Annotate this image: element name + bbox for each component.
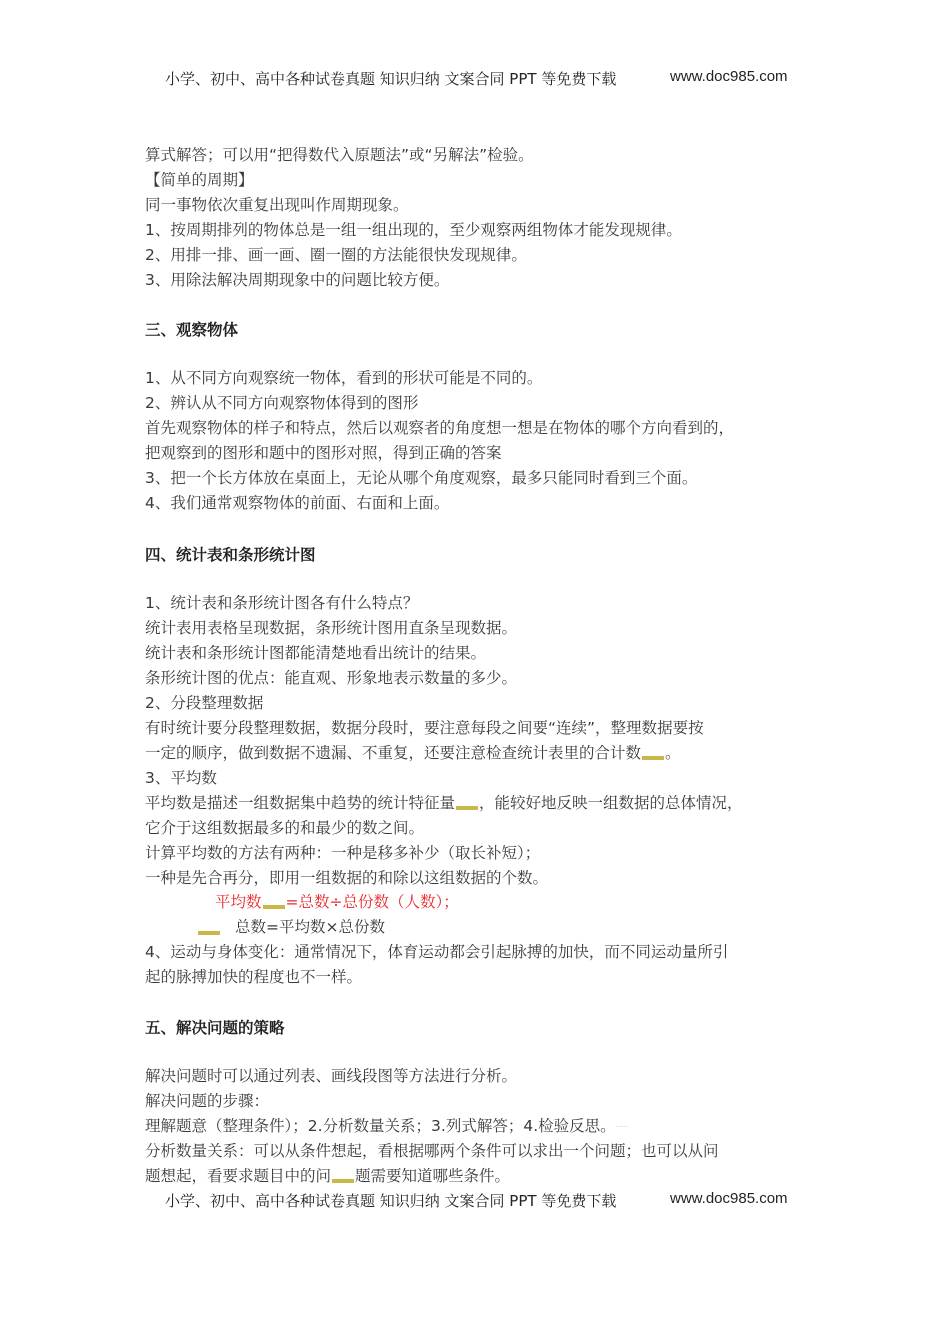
header-url: www.doc985.com <box>670 68 788 85</box>
text-segment: 五、解决问题的策略 <box>145 1019 285 1037</box>
footer-url: www.doc985.com <box>670 1190 788 1207</box>
text-segment: 它介于这组数据最多的和最少的数之间。 <box>145 819 425 837</box>
text-segment: 3、平均数 <box>145 769 217 787</box>
text-segment: 理解题意（整理条件）；2.分析数量关系；3.列式解答；4.检验反思。 <box>145 1117 608 1135</box>
text-line <box>145 443 502 463</box>
section-heading <box>145 545 316 565</box>
text-line <box>145 468 697 488</box>
text-segment: 首先观察物体的样子和特点，然后以观察者的角度想一想是在物体的哪个方向看到的， <box>145 419 735 437</box>
text-line <box>145 868 548 888</box>
text-segment: 四、统计表和条形统计图 <box>145 546 316 564</box>
text-segment: 条形统计图的优点：能直观、形象地表示数量的多少。 <box>145 669 518 687</box>
text-line <box>145 843 540 863</box>
text-line <box>145 145 534 165</box>
text-segment: 3、把一个长方体放在桌面上，无论从哪个角度观察，最多只能同时看到三个面。 <box>145 469 698 487</box>
text-segment: 一种是先合再分，即用一组数据的和除以这组数据的个数。 <box>145 869 549 887</box>
text-segment: 分析数量关系：可以从条件想起，看根据哪两个条件可以求出一个问题；也可以从问 <box>145 1142 719 1160</box>
text-segment: 2、分段整理数据 <box>145 694 264 712</box>
text-segment: 一定的顺序，做到数据不遗漏、不重复，还要注意检查统计表里的合计数 <box>145 744 642 762</box>
text-line <box>145 743 681 763</box>
tiny-annotation: ·········· <box>615 1123 629 1129</box>
text-line <box>145 718 704 738</box>
text-segment: 4、运动与身体变化：通常情况下，体育运动都会引起脉搏的加快，而不同运动量所引 <box>145 943 729 961</box>
text-line <box>145 1141 719 1161</box>
text-segment: 【简单的周期】 <box>145 171 254 189</box>
text-segment: 平均数是描述一组数据集中趋势的统计特征量 <box>145 794 456 812</box>
text-segment: 三、观察物体 <box>145 321 239 339</box>
text-line <box>145 593 418 613</box>
text-segment: 题需要知道哪些条件。 <box>355 1167 511 1185</box>
text-line <box>145 418 734 438</box>
highlight-mark <box>332 1179 354 1183</box>
text-segment: 1、按周期排列的物体总是一组一组出现的，至少观察两组物体才能发现规律。 <box>145 221 682 239</box>
text-segment: 计算平均数的方法有两种：一种是移多补少（取长补短）； <box>145 844 541 862</box>
text-line <box>145 942 728 962</box>
text-segment: ，能较好地反映一组数据的总体情况， <box>479 794 743 812</box>
text-line <box>145 368 542 388</box>
text-line <box>145 693 263 713</box>
text-line <box>145 1166 510 1186</box>
highlight-mark <box>263 905 285 909</box>
text-line <box>145 195 409 215</box>
text-line <box>235 917 385 937</box>
text-segment: =总数÷总份数（人数）； <box>285 893 459 911</box>
text-line <box>215 892 459 912</box>
highlight-mark <box>642 756 664 760</box>
text-line <box>145 768 217 788</box>
text-segment: 算式解答；可以用“把得数代入原题法”或“另解法”检验。 <box>145 146 534 164</box>
text-segment: 解决问题的步骤： <box>145 1092 270 1110</box>
text-segment: 有时统计要分段整理数据，数据分段时，要注意每段之间要“连续”，整理数据要按 <box>145 719 704 737</box>
text-segment: 平均数 <box>215 893 262 911</box>
text-segment: 起的脉搏加快的程度也不一样。 <box>145 968 363 986</box>
text-segment: 解决问题时可以通过列表、画线段图等方法进行分析。 <box>145 1067 518 1085</box>
text-line <box>145 668 517 688</box>
text-segment: 1、统计表和条形统计图各有什么特点？ <box>145 594 419 612</box>
text-segment: 4、我们通常观察物体的前面、右面和上面。 <box>145 494 450 512</box>
text-line <box>145 1091 269 1111</box>
section-heading <box>145 320 238 340</box>
page-footer <box>165 1190 788 1211</box>
text-segment: 同一事物依次重复出现叫作周期现象。 <box>145 196 409 214</box>
text-line <box>145 220 682 240</box>
text-segment: 2、辨认从不同方向观察物体得到的图形 <box>145 394 419 412</box>
text-segment: 总数=平均数×总份数 <box>235 918 385 936</box>
text-segment: 2、用排一排、画一画、圈一圈的方法能很快发现规律。 <box>145 246 527 264</box>
text-segment: 。 <box>665 744 681 762</box>
text-line <box>145 493 449 513</box>
text-line <box>145 245 527 265</box>
text-line <box>145 1066 517 1086</box>
header-text: 小学、初中、高中各种试卷真题 知识归纳 文案合同 PPT 等免费下载 <box>165 70 617 88</box>
text-line <box>145 818 424 838</box>
text-line <box>145 270 449 290</box>
text-segment: 3、用除法解决周期现象中的问题比较方便。 <box>145 271 450 289</box>
text-line <box>145 170 254 190</box>
page-header <box>165 68 788 89</box>
text-line <box>145 618 517 638</box>
section-heading <box>145 1018 285 1038</box>
text-line <box>145 393 418 413</box>
text-line <box>145 643 486 663</box>
text-segment: 题想起，看要求题目中的问 <box>145 1167 332 1185</box>
text-segment: 统计表和条形统计图都能清楚地看出统计的结果。 <box>145 644 487 662</box>
footer-text: 小学、初中、高中各种试卷真题 知识归纳 文案合同 PPT 等免费下载 <box>165 1192 617 1210</box>
text-line <box>145 1116 629 1137</box>
highlight-mark <box>198 931 220 935</box>
text-segment: 统计表用表格呈现数据，条形统计图用直条呈现数据。 <box>145 619 518 637</box>
text-line <box>145 967 362 987</box>
highlight-mark <box>456 806 478 810</box>
text-segment: 1、从不同方向观察统一物体，看到的形状可能是不同的。 <box>145 369 543 387</box>
text-segment: 把观察到的图形和题中的图形对照，得到正确的答案 <box>145 444 502 462</box>
text-line <box>145 793 743 813</box>
